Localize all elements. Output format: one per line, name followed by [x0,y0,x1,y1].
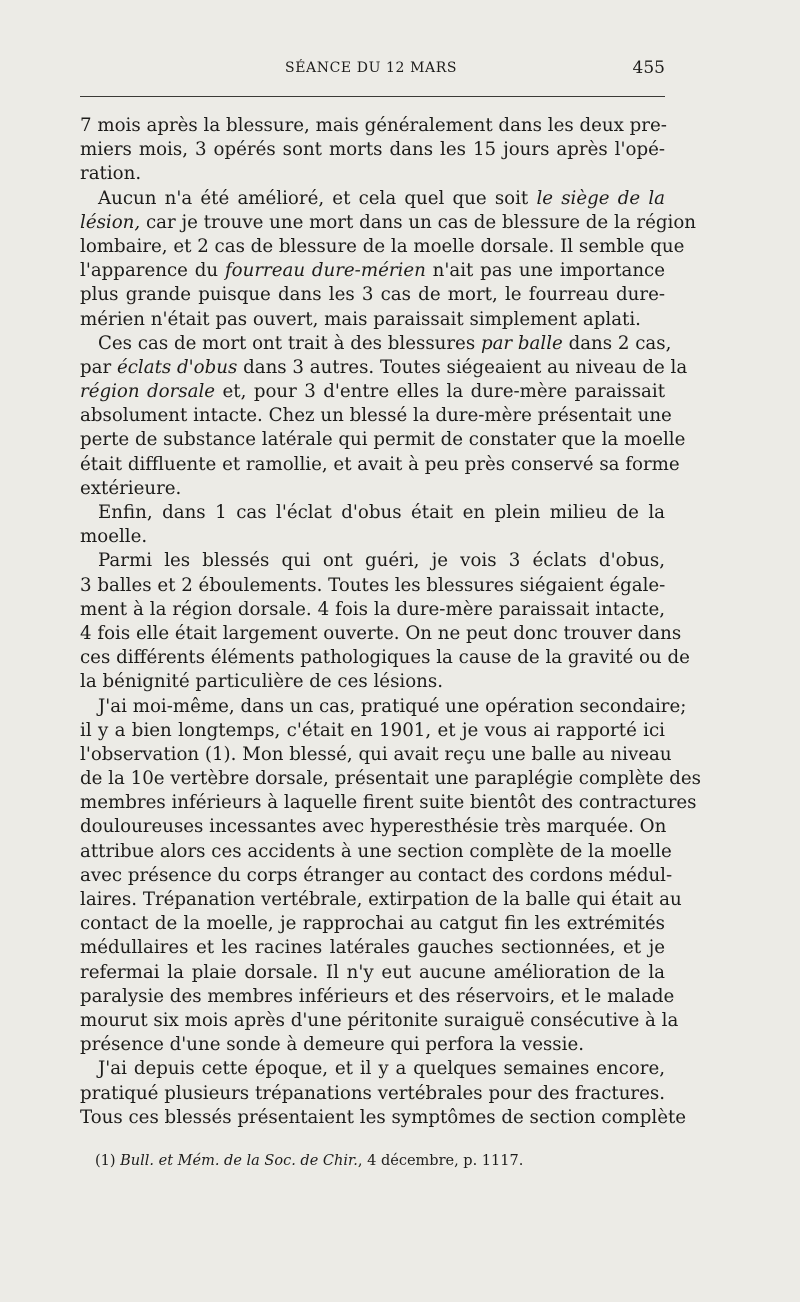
header-rule [80,96,665,97]
line-text: plus grande puisque dans les 3 cas de mort, le fourreau dure- [80,284,665,306]
line-text: moelle. [80,526,148,548]
body-text [80,114,701,1130]
line-text: absolument intacte. Chez un blessé la dure-mère présentait une [80,405,672,427]
text-line [80,598,665,622]
line-text: il y a bien longtemps, c'était en 1901, et je vous ai rapporté ici [80,719,665,741]
line-text: et, pour 3 d'entre elles la dure-mère paraissait [215,381,665,403]
line-text: laires. Trépanation vertébrale, extirpation de la balle qui était au [80,889,682,910]
line-text: J'ai moi-même, dans un cas, pratiqué une opération secondaire; [98,695,687,717]
footnote-reference: , 4 décembre, p. 1117. [357,1153,524,1169]
line-text: refermai la plaie dorsale. Il n'y eut aucune amélioration de la [80,961,665,983]
line-text: pratiqué plusieurs trépanations vertébrales pour des fractures. [80,1082,665,1104]
footnote-journal: Bull. et Mém. de la Soc. de Chir. [120,1153,358,1169]
text-line [80,840,672,864]
text-line [80,235,685,259]
line-text: membres inférieurs à laquelle firent suite bientôt des contractures [80,792,697,814]
italic-text: par balle [480,332,563,354]
text-line [80,162,665,186]
text-line [80,453,680,477]
line-text: l'observation (1). Mon blessé, qui avait reçu une balle au niveau [80,743,672,765]
line-text: dans 2 cas, [562,332,672,354]
line-text: ration. [80,163,142,185]
line-text: car je trouve une mort dans un cas de blessure de la région [140,211,696,233]
line-text: 3 balles et 2 éboulements. Toutes les blessures siégaient égale- [80,574,666,596]
line-text: miers mois, 3 opérés sont morts dans les 15 jours après l'opé- [80,139,665,161]
text-line [80,525,665,549]
line-text: 7 mois après la blessure, mais généralement dans les deux pre- [80,115,667,136]
text-line [80,743,672,767]
text-line [80,815,665,839]
text-line [80,211,696,235]
line-text: par [80,356,117,378]
line-text: mourut six mois après d'une péritonite suraiguë consécutive à la [80,1009,679,1031]
line-text: contact de la moelle, je rapprochai au catgut fin les extrémités [80,913,665,935]
page-number: 455 [632,58,665,78]
text-line [80,985,675,1009]
text-line [80,864,673,888]
line-text: médullaires et les racines latérales gauches sectionnées, et je [80,937,665,959]
text-line [80,187,665,211]
line-text: dans 3 autres. Toutes siégeaient au niveau de la [237,356,688,378]
text-line [80,670,665,694]
line-text: attribue alors ces accidents à une section complète de la moelle [80,840,672,862]
line-text: 4 fois elle était largement ouverte. On ne peut donc trouver dans [80,622,682,644]
line-text: n'ait pas une importance [425,260,666,282]
text-line [80,501,665,525]
line-text: ces différents éléments pathologiques la cause de la gravité ou de [80,647,690,669]
text-line [80,1033,665,1057]
text-line [80,961,665,985]
line-text: perte de substance latérale qui permit de constater que la moelle [80,429,686,451]
text-line [80,428,686,452]
text-line [80,1057,665,1081]
text-line [80,888,682,912]
text-line [80,404,672,428]
line-text: Aucun n'a été amélioré, et cela quel que soit [98,187,537,209]
line-text: paralysie des membres inférieurs et des réservoirs, et le malade [80,985,675,1007]
line-text: extérieure. [80,477,182,499]
text-line [80,259,665,283]
line-text: Parmi les blessés qui ont guéri, je vois 3 éclats d'obus, [98,550,665,572]
text-line [80,114,665,138]
line-text: douloureuses incessantes avec hyperesthésie très marquée. On [80,816,667,838]
text-line [80,912,665,936]
line-text: Tous ces blessés présentaient les symptômes de section complète [80,1106,687,1128]
line-text: Ces cas de mort ont trait à des blessures [98,332,481,354]
text-line [80,380,665,404]
line-text: de la 10e vertèbre dorsale, présentait une paraplégie complète des [80,768,701,790]
line-text: Enfin, dans 1 cas l'éclat d'obus était en plein milieu de la [98,502,665,523]
text-line [80,1106,687,1130]
line-text: lombaire, et 2 cas de blessure de la moelle dorsale. Il semble que [80,235,685,257]
line-text: la bénignité particulière de ces lésions. [80,671,444,693]
text-line [80,138,665,162]
text-line [80,1009,679,1033]
running-head [80,60,665,86]
text-line [80,791,697,815]
italic-text: éclats d'obus [116,356,238,378]
text-line [80,767,701,791]
text-line [80,622,682,646]
text-line [80,574,665,598]
text-line [80,356,688,380]
italic-text: lésion, [80,211,141,233]
text-line [80,936,665,960]
line-text: avec présence du corps étranger au contact des cordons médul- [80,864,673,886]
text-line [80,283,665,307]
line-text: J'ai depuis cette époque, et il y a quelques semaines encore, [98,1058,665,1080]
italic-text: région dorsale [80,381,216,403]
line-text: l'apparence du [80,260,225,282]
line-text: ment à la région dorsale. 4 fois la dure-mère paraissait intacte, [80,598,665,620]
line-text: mérien n'était pas ouvert, mais paraissait simplement aplati. [80,308,641,330]
text-line [80,549,665,573]
italic-text: le siège de la [536,187,665,209]
footnote [95,1153,523,1169]
text-line [80,1082,665,1106]
text-line [80,646,690,670]
text-line [80,477,665,501]
footnote-marker: (1) [95,1153,121,1169]
text-line [80,719,665,743]
line-text: présence d'une sonde à demeure qui perfora la vessie. [80,1034,584,1056]
text-line [80,695,687,719]
text-line [80,308,665,332]
running-title: SÉANCE DU 12 MARS [285,60,458,76]
text-line [80,332,672,356]
italic-text: fourreau dure-mérien [224,260,426,282]
line-text: était diffluente et ramollie, et avait à peu près conservé sa forme [80,453,680,475]
